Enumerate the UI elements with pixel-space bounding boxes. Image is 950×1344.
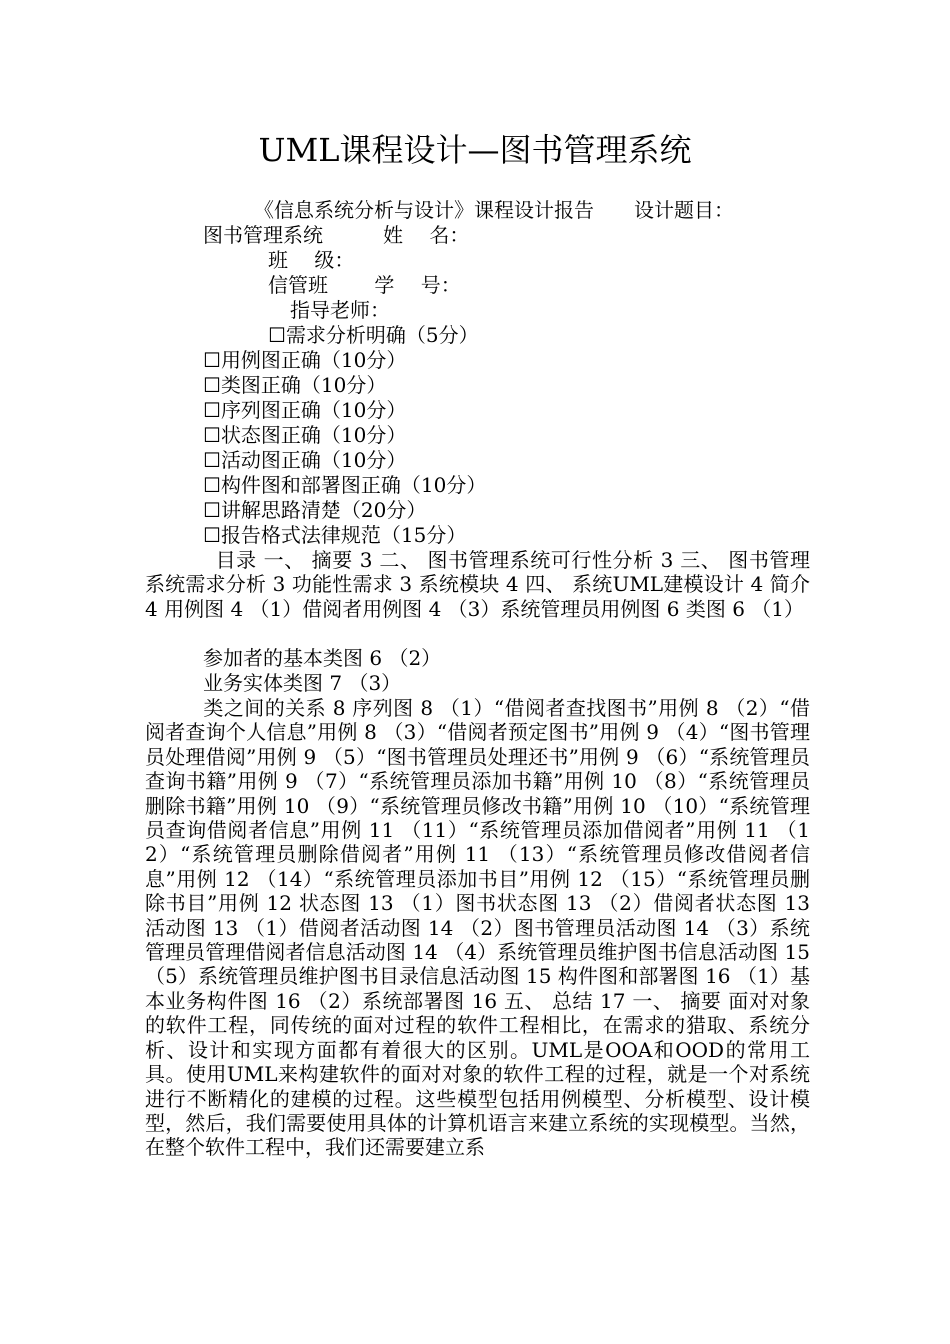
document-title: UML课程设计—图书管理系统	[258, 131, 692, 169]
grading-item: ☐报告格式法律规范（15分）	[203, 523, 467, 547]
topic-name-line: 图书管理系统 姓 名：	[203, 223, 470, 247]
checkbox-icon: ☐	[268, 323, 286, 347]
toc-and-abstract-paragraph: 类之间的关系 8 序列图 8 （1）“借阅者查找图书”用例 8 （2）“借阅者查询个人信息”用例 8 （3）“借阅者预定图书”用例 9 （4）“图书管理员处理借阅”用例 9 （5）“图书管理员处理还书”用例 9 （6）“系统管理员查询书籍”用例 9 （7）“系统管理员添加书籍”用例 10 （8）“系统管理员删除书籍”用例 10 （9）“系统管理员修改书籍”用例 10 （10）“系统管理员查询借阅者信息”用例 11 （11）“系统管理员添加借阅者”用例 11 （12）“系统管理员删除借阅者”用例 11 （13）“系统管理员修改借阅者信息”用例 12 （14）“系统管理员添加书目”用例 12 （15）“系统管理员删除书目”用例 12 状态图 13 （1）图书状态图 13 （2）借阅者状态图 13 活动图 13 （1）借阅者活动图 14 （2）图书管理员活动图 14 （3）系统管理员管理借阅者信息活动图 14 （4）系统管理员维护图书信息活动图 15 （5）系统管理员维护图书目录信息活动图 15 构件图和部署图 16 （1）基本业务构件图 16 （2）系统部署图 16 五、 总结 17 一、 摘要 面对对象的软件工程，同传统的面对过程的软件工程相比，在需求的猎取、系统分析、设计和实现方面都有着很大的区别。UML是OOA和OOD的常用工具。使用UML来构建软件的面对对象的软件工程的过程，就是一个对系统进行不断精化的建模的过程。这些模型包括用例模型、分析模型、设计模型，然后，我们需要使用具体的计算机语言来建立系统的实现模型。当然，在整个软件工程中，我们还需要建立系	[145, 696, 810, 1160]
toc-line: 参加者的基本类图 6 （2）	[203, 646, 442, 670]
grading-item: ☐活动图正确（10分）	[203, 448, 407, 472]
grading-item: ☐状态图正确（10分）	[203, 423, 407, 447]
checkbox-icon: ☐	[203, 473, 221, 497]
advisor-line: 指导老师：	[290, 298, 390, 322]
toc-paragraph: 目录 一、 摘要 3 二、 图书管理系统可行性分析 3 三、 图书管理系统需求分析 3 功能性需求 3 系统模块 4 四、 系统UML建模设计 4 简介 4 用例图 4 （1）借阅者用例图 4 （3）系统管理员用例图 6 类图 6 （1）	[145, 548, 810, 621]
checkbox-icon: ☐	[203, 373, 221, 397]
report-heading-line: 《信息系统分析与设计》课程设计报告 设计题目：	[254, 198, 734, 222]
checkbox-icon: ☐	[203, 398, 221, 422]
student-id-line: 信管班 学 号：	[268, 273, 461, 297]
checkbox-icon: ☐	[203, 523, 221, 547]
grading-item: ☐需求分析明确（5分）	[268, 323, 479, 347]
checkbox-icon: ☐	[203, 423, 221, 447]
grading-item: ☐序列图正确（10分）	[203, 398, 407, 422]
checkbox-icon: ☐	[203, 498, 221, 522]
class-line: 班 级：	[268, 248, 355, 272]
grading-item: ☐用例图正确（10分）	[203, 348, 407, 372]
toc-line: 业务实体类图 7 （3）	[203, 671, 402, 695]
checkbox-icon: ☐	[203, 348, 221, 372]
grading-item: ☐构件图和部署图正确（10分）	[203, 473, 487, 497]
grading-item: ☐类图正确（10分）	[203, 373, 387, 397]
checkbox-icon: ☐	[203, 448, 221, 472]
grading-item: ☐讲解思路清楚（20分）	[203, 498, 427, 522]
